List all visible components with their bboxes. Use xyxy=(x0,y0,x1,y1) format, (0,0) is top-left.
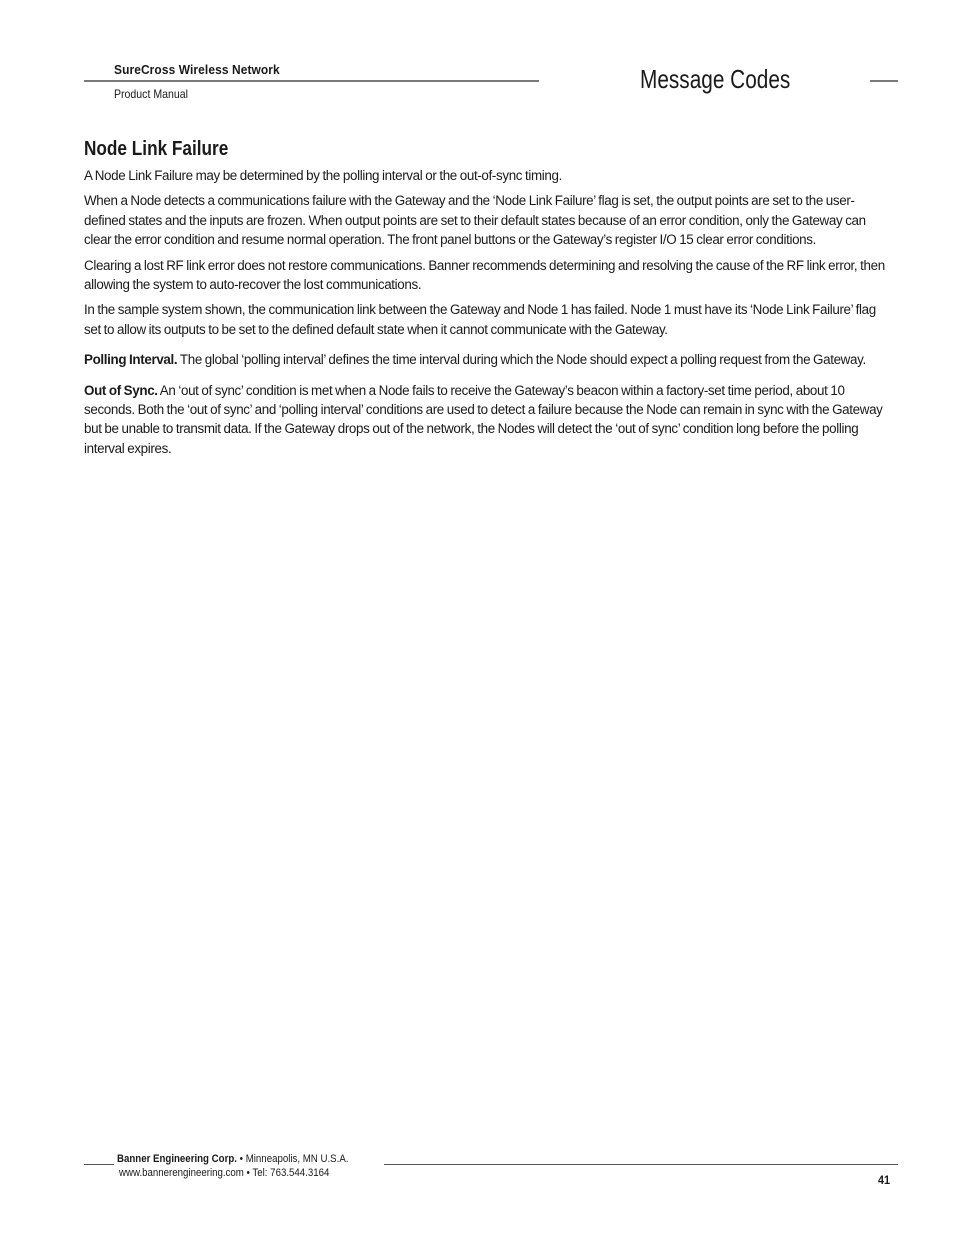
product-name: SureCross Wireless Network xyxy=(114,62,280,77)
main-content xyxy=(84,136,892,464)
paragraph-sample-system: In the sample system shown, the communication link between the Gateway and Node 1 has failed. Node 1 must have its ‘Node Link Failure’ flag set to allow its outputs to be set to the defined default state when it cannot communicate with the Gateway. xyxy=(84,302,876,337)
section-title: Message Codes xyxy=(640,64,791,94)
paragraph-out-of-sync xyxy=(84,381,892,459)
header-rule-left xyxy=(84,80,539,82)
footer-rule-long xyxy=(384,1164,898,1165)
header-rule-right xyxy=(870,80,898,82)
paragraph-failure-behavior: When a Node detects a communications failure with the Gateway and the ‘Node Link Failure’ flag is set, the output points are set to the user-defined states and the inputs are frozen. When output points are set to their default states because of an error condition, only the Gateway can clear the error condition and resume normal operation. The front panel buttons or the Gateway’s register I/O 15 clear error conditions. xyxy=(84,193,866,248)
footer-company-line xyxy=(117,1153,348,1165)
footer-rule-short xyxy=(84,1164,114,1165)
footer-company: Banner Engineering Corp. xyxy=(117,1153,237,1165)
polling-interval-text: The global ‘polling interval’ defines the time interval during which the Node should expect a polling request from the Gateway. xyxy=(177,352,866,368)
page-number: 41 xyxy=(878,1173,891,1187)
out-of-sync-lead: Out of Sync. xyxy=(84,382,158,398)
paragraph-intro: A Node Link Failure may be determined by the polling interval or the out-of-sync timing. xyxy=(84,168,563,183)
out-of-sync-text: An ‘out of sync’ condition is met when a Node fails to receive the Gateway’s beacon within a factory-set time period, about 10 seconds. Both the ‘out of sync’ and ‘polling interval’ conditions are used to detect a failure because the Node can remain in sync with the Gateway but be unable to transmit data. If the Gateway drops out of the network, the Nodes will detect the ‘out of sync’ condition long before the polling interval expires. xyxy=(84,382,883,456)
polling-interval-lead: Polling Interval. xyxy=(84,352,178,368)
document-type: Product Manual xyxy=(114,87,188,101)
paragraph-polling-interval xyxy=(84,350,892,369)
footer-location: • Minneapolis, MN U.S.A. xyxy=(236,1153,349,1165)
section-heading: Node Link Failure xyxy=(84,138,229,160)
paragraph-clearing-error: Clearing a lost RF link error does not restore communications. Banner recommends determining and resolving the cause of the RF link error, then allowing the system to auto-recover the lost communications. xyxy=(84,257,885,293)
footer-contact: www.bannerengineering.com • Tel: 763.544.3164 xyxy=(119,1167,330,1179)
